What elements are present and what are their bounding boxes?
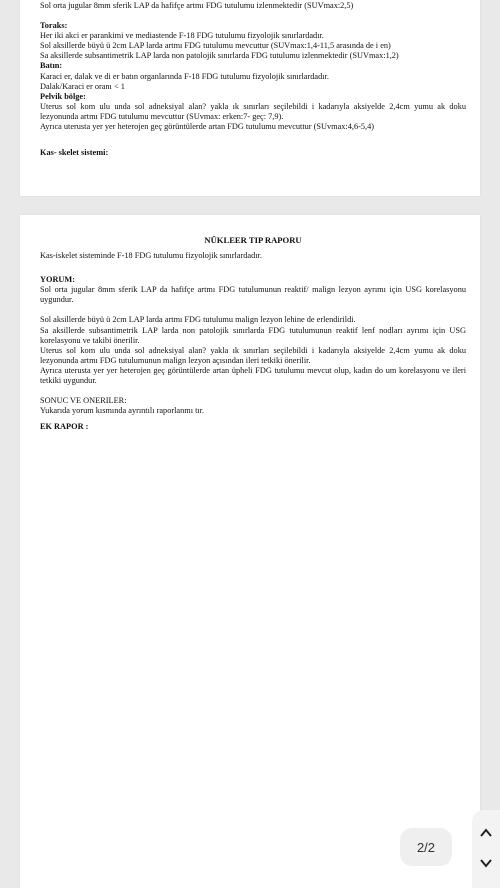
thorax-line: Sol aksillerde büyü ü 2cm LAP larda artmı FDG tutulumu mevcuttur (SUVmax:1,4-11,5 arasında de i en) <box>40 41 391 51</box>
abdomen-line: Karaci er, dalak ve di er batın organlarında F-18 FDG tutulumu fizyolojik sınırlardadır. <box>40 71 329 81</box>
ek-rapor-heading: EK RAPOR : <box>40 422 89 432</box>
abdomen-heading: Batın: <box>40 61 63 71</box>
chevron-up-icon[interactable] <box>479 826 493 840</box>
yorum-paragraph: Sol aksillerde büyü ü 2cm LAP larda artmı FDG tutulumu malign lezyon lehine de erlendirildi. <box>40 315 356 325</box>
page-indicator: 2/2 <box>400 828 452 866</box>
report-page-1 <box>20 0 480 196</box>
report-page-2 <box>20 215 480 888</box>
scroll-controls <box>472 810 500 888</box>
sonuc-line: Yukarıda yorum kısmında ayrıntılı raporlanmı tır. <box>40 406 205 416</box>
page-2-content <box>40 235 466 432</box>
thorax-line: Sa aksillerde subsantimetrik LAP larda non patolojik sınırlarda FDG tutulumu izlenmektedir (SUVmax:1,2) <box>40 51 399 61</box>
pelvis-finding-2: Ayrıca uterusta yer yer heterojen geç görüntülerde artan FDG tutulumu mevcuttur (SUvmax:4,6-5,4) <box>40 122 375 132</box>
chevron-down-icon[interactable] <box>479 856 493 870</box>
report-title: NÜKLEER TIP RAPORU <box>204 235 302 245</box>
yorum-heading: YORUM: <box>40 275 76 285</box>
page-1-content <box>40 1 466 158</box>
jugular-finding: Sol orta jugular 8mm sferik LAP da hafifçe artmı FDG tutulumu izlenmektedir (SUVmax:2,5) <box>40 1 354 10</box>
msk-finding: Kas-iskelet sisteminde F-18 FDG tutulumu fizyolojik sınırlardadır. <box>40 251 262 261</box>
yorum-paragraph: Ayrıca uterusta yer yer heterojen geç görüntülerde artan üpheli FDG tutulumu mevcut olup, kadın do um korelasyonu ve ileri tetkiki uygundur. <box>40 365 466 386</box>
yorum-paragraph: Sol orta jugular 8mm sferik LAP da hafifçe artmı FDG tutulumunun reaktif/ malign lezyon ayrımı için USG korelasyonu uygundur. <box>40 285 466 305</box>
thorax-heading: Toraks: <box>40 21 68 31</box>
yorum-paragraph: Sa aksillerde subsantimetrik LAP larda non patolojik sınırlarda FDG tutulumunun reaktif lenf nodları ayrımı için USG korelasyonu ve takibi önerilir. <box>40 325 466 345</box>
msk-heading: Kas- skelet sistemi: <box>40 148 109 158</box>
thorax-line: Her iki akci er parankimi ve mediastende F-18 FDG tutulumu fizyolojik sınırlardadır. <box>40 31 324 41</box>
abdomen-line: Dalak/Karaci er oranı < 1 <box>40 81 125 91</box>
yorum-paragraph: Uterus sol kom ulu unda sol adneksiyal alan? yakla ık sınırları seçilebildi i kadarıyla aksiyelde 2,4cm yumu ak doku lezyonunda artmı FDG tutulumunun malign lezyon açısından ileri tetkiki önerilir. <box>40 345 466 365</box>
pelvis-finding: Uterus sol kom ulu unda sol adneksiyal alan? yakla ık sınırları seçilebildi i kadarıyla aksiyelde 2,4cm yumu ak doku lezyonunda artmı FDG tutulumu mevcuttur (SUvmax: erken:7- geç: 7,9). <box>40 101 466 121</box>
pelvis-heading: Pelvik bölge: <box>40 91 86 101</box>
sonuc-heading: SONUC VE ONERILER: <box>40 396 127 406</box>
